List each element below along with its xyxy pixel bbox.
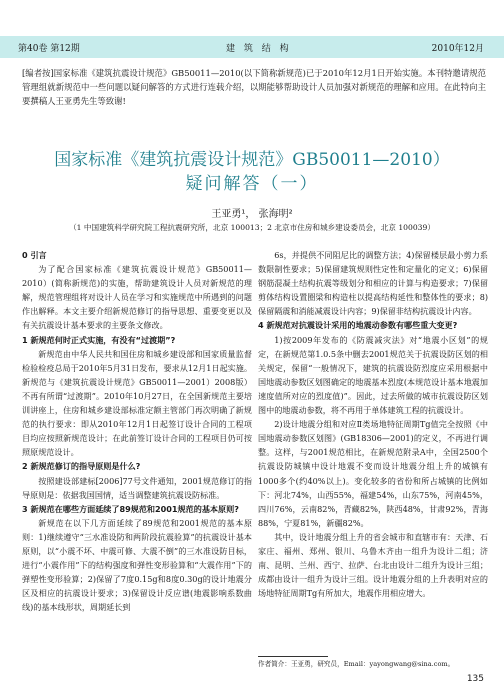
title-line-1: 国家标准《建筑抗震设计规范》GB50011—2010）: [54, 150, 450, 170]
section-heading: 2 新规范修订的指导原则是什么?: [22, 461, 141, 472]
affiliation: （1 中国建筑科学研究院工程抗震研究所，北京 100013；2 北京市住房和城乡建设委员会，北京 100039）: [69, 223, 435, 232]
author-footnote: 作者简介：王亚勇，研究员，Email：yayongwang@sina.com。: [258, 660, 455, 668]
authors: 王亚勇¹， 张海明²: [211, 209, 293, 220]
footnote-rule: [258, 656, 328, 657]
journal-header-bar: [0, 36, 504, 58]
section-heading: 1 新规范何时正式实施，有没有“过渡期”?: [22, 334, 176, 345]
page-number: 135: [466, 674, 484, 684]
left-column: [22, 248, 252, 614]
journal-date: 2010年12月: [431, 44, 484, 54]
right-column: [258, 248, 488, 600]
journal-issue: 第40卷 第12期: [18, 44, 80, 54]
body-paragraph: 新规范由中华人民共和国住房和城乡建设部和国家质量监督检验检疫总局于2010年5月31日发布，要求从12月1日起实施。新规范与《建筑抗震设计规范》GB50011—2001）2008版）不再有所谓“过渡期”。2010年10月27日，在全国新规范主要培训讲座上，住房和城乡建设部标准定额主管部门再次明确了新规范的执行要求：即从2010年12月1日起签订设计合同的工程项目均应按照新规范设计；在此前签订设计合同的工程项目仍可按照原规范设计。: [22, 348, 252, 458]
body-paragraph: 1)按2009年发布的《防震减灾法》对“地震小区划”的规定，在新规范第1.0.5条中删去2001规范关于抗震设防区划的相关规定，保留“一般情况下，建筑的抗震设防烈度应采用根据中国地震动参数区划图确定的地震基本烈度(本规范设计基本地震加速度值所对应的烈度值)”。因此，过去所做的城市抗震设防区划图中的地震动参数，将不再用于单体建筑工程的抗震设计。: [258, 334, 488, 416]
section-heading: 3 新规范在哪些方面延续了89规范和2001规范的基本原则?: [22, 503, 239, 514]
body-paragraph: 2)设计地震分组和对应Ⅱ类场地特征周期Tg值完全按照《中国地震动参数区划图》(GB18306—2001)的定义，不再进行调整。这样，与2001规范相比，在新规范附录A中，全国2500个抗震设防城镇中设计地震不变而设计地震分组上升的城镇有1000多个(约40%以上)。变化较多的省份和所占城镇的比例如下：河北74%，山西55%，福建54%，山东75%，河南45%，四川76%，云南82%，青藏82%，陕西48%，甘肃92%，青海88%，宁夏81%，新疆82%。: [258, 419, 488, 528]
body-paragraph: 6s，并提供不同阻尼比的调整方法；4)保留楼层最小剪力系数限制性要求；5)保留建筑规则性定性和定量化的定义；6)保留钢筋混凝土结构抗震等级划分和相应的计算与构造要求；7)保留剪体结构设置圈梁和构造柱以提高结构延性和整体性的要求；8)保留隔震和消能减震设计内容；9)保留非结构抗震设计内容。: [258, 250, 488, 317]
body-paragraph: 为了配合国家标准《建筑抗震设计规范》GB50011—2010）(简称新规范)的实施，帮助建筑设计人员对新规范的理解，规范管理组将对设计人员在学习和实施规范中所遇到的问题作出解释。本文主要介绍新规范修订的指导思想、重要变更以及有关抗震设计基本要求的主要条文修改。: [22, 264, 252, 331]
editor-note: [编者按]国家标准《建筑抗震设计规范》GB50011—2010(以下简称新规范)已于2010年12月1日开始实施。本刊特邀请规范管理组就新规范中一些问题以疑问解答的方式进行连载介绍，以期能够帮助设计人员加强对新规范的理解和应用。在此特向主要撰稿人王亚勇先生等致谢!: [22, 68, 486, 106]
article-title: [0, 148, 504, 196]
body-paragraph: 新规范在以下几方面延续了89规范和2001规范的基本原则：1)继续遵守“三水准设防和两阶段抗震验算”的抗震设计基本原则，以“小震不坏、中震可修、大震不倒”的三水准设防目标，进行“小震作用”下的结构强度和弹性变形验算和“大震作用”下的弹塑性变形验算；2)保留了7度0.15g和8度0.30g的设计地震分区及相应的抗震设计要求；3)保留设计反应谱(地震影响系数曲线)的基本线形状，周期延长到: [22, 517, 252, 613]
journal-name: 建 筑 结 构: [226, 44, 292, 54]
body-paragraph: 按照建设部建标[2006]77号文件通知，2001规范修订的指导原则是：依据我国国情，适当调整建筑抗震设防标准。: [22, 475, 252, 500]
section-heading: 0 引言: [22, 250, 47, 260]
body-paragraph: 其中，设计地震分组上升的省会城市和直辖市有：天津、石家庄、福州、郑州、银川、乌鲁木齐由一组升为设计二组；济南、昆明、兰州、西宁、拉萨、台北由设计二组升为设计三组；成都由设计一组升为设计三组。设计地震分组的上升表明对应的场地特征周期Tg有所加大，地震作用相应增大。: [258, 531, 488, 599]
section-heading: 4 新规范对抗震设计采用的地震动参数有哪些重大变更?: [258, 320, 458, 331]
title-line-2: 疑问解答（一）: [185, 174, 319, 194]
